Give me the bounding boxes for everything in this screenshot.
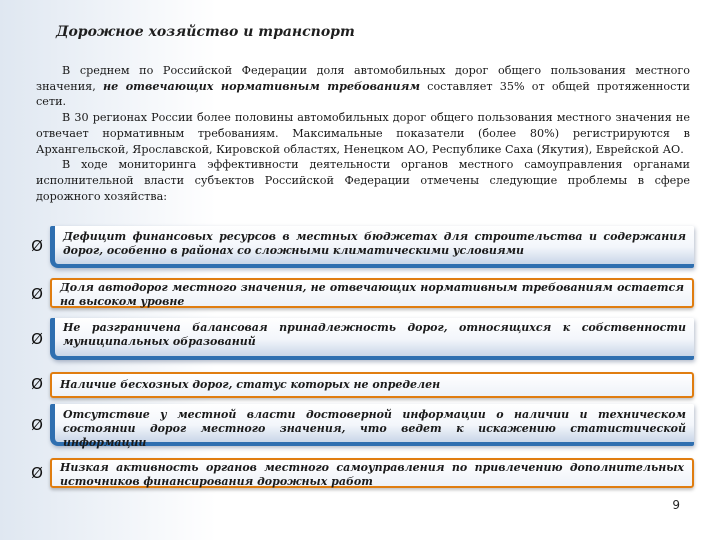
problem-box: Наличие бесхозных дорог, статус которых не определен [50, 372, 694, 398]
page-number: 9 [672, 498, 680, 512]
problem-item-5 [28, 404, 694, 449]
intro-paragraph-1 [36, 63, 690, 110]
problem-box: Не разграничена балансовая принадлежность дорог, относящихся к собственности муниципальных образований [50, 318, 694, 360]
intro-p1-bold: не отвечающих нормативным требованиям [102, 78, 420, 93]
problem-box: Низкая активность органов местного самоуправления по привлечению дополнительных источников финансирования дорожных работ [50, 458, 694, 488]
problem-box: Дефицит финансовых ресурсов в местных бюджетах для строительства и содержания дорог, особенно в районах со сложными климатическими условиями [50, 226, 694, 268]
problem-item-4 [28, 372, 694, 398]
slide-title: Дорожное хозяйство и транспорт [56, 24, 355, 40]
arrow-bullet-icon: Ø [31, 237, 43, 255]
intro-p1-end: составляет 35% от общей протяженности сети. [36, 79, 691, 109]
intro-text [36, 63, 690, 204]
problem-item-1 [28, 226, 694, 268]
problem-item-3 [28, 318, 694, 360]
problem-box: Отсутствие у местной власти достоверной информации о наличии и техническом состоянии дорог местного значения, что ведет к искажению статистической информации [50, 404, 694, 446]
problem-item-2 [28, 278, 694, 308]
problem-box: Доля автодорог местного значения, не отвечающих нормативным требованиям остается на высоком уровне [50, 278, 694, 308]
arrow-bullet-icon: Ø [31, 464, 43, 482]
arrow-bullet-icon: Ø [31, 375, 43, 393]
arrow-bullet-icon: Ø [31, 416, 43, 434]
intro-paragraph-2: В 30 регионах России более половины автомобильных дорог общего пользования местного значения не отвечает нормативным требованиям. Максимальные показатели (более 80%) регистрируются в Архангельской, Ярославской, Кировской областях, Ненецком АО, Республике Саха (Якутия), Еврейской АО. [36, 111, 690, 156]
intro-p1-start: В среднем по Российской Федерации доля автомобильных дорог общего пользования местного значения, [36, 64, 690, 93]
arrow-bullet-icon: Ø [31, 330, 43, 348]
problem-item-6 [28, 458, 694, 488]
arrow-bullet-icon: Ø [31, 285, 43, 303]
intro-paragraph-3: В ходе мониторинга эффективности деятельности органов местного самоуправления органами исполнительной власти субъектов Российской Федерации отмечены следующие проблемы в сфере дорожного хозяйства: [36, 158, 690, 203]
